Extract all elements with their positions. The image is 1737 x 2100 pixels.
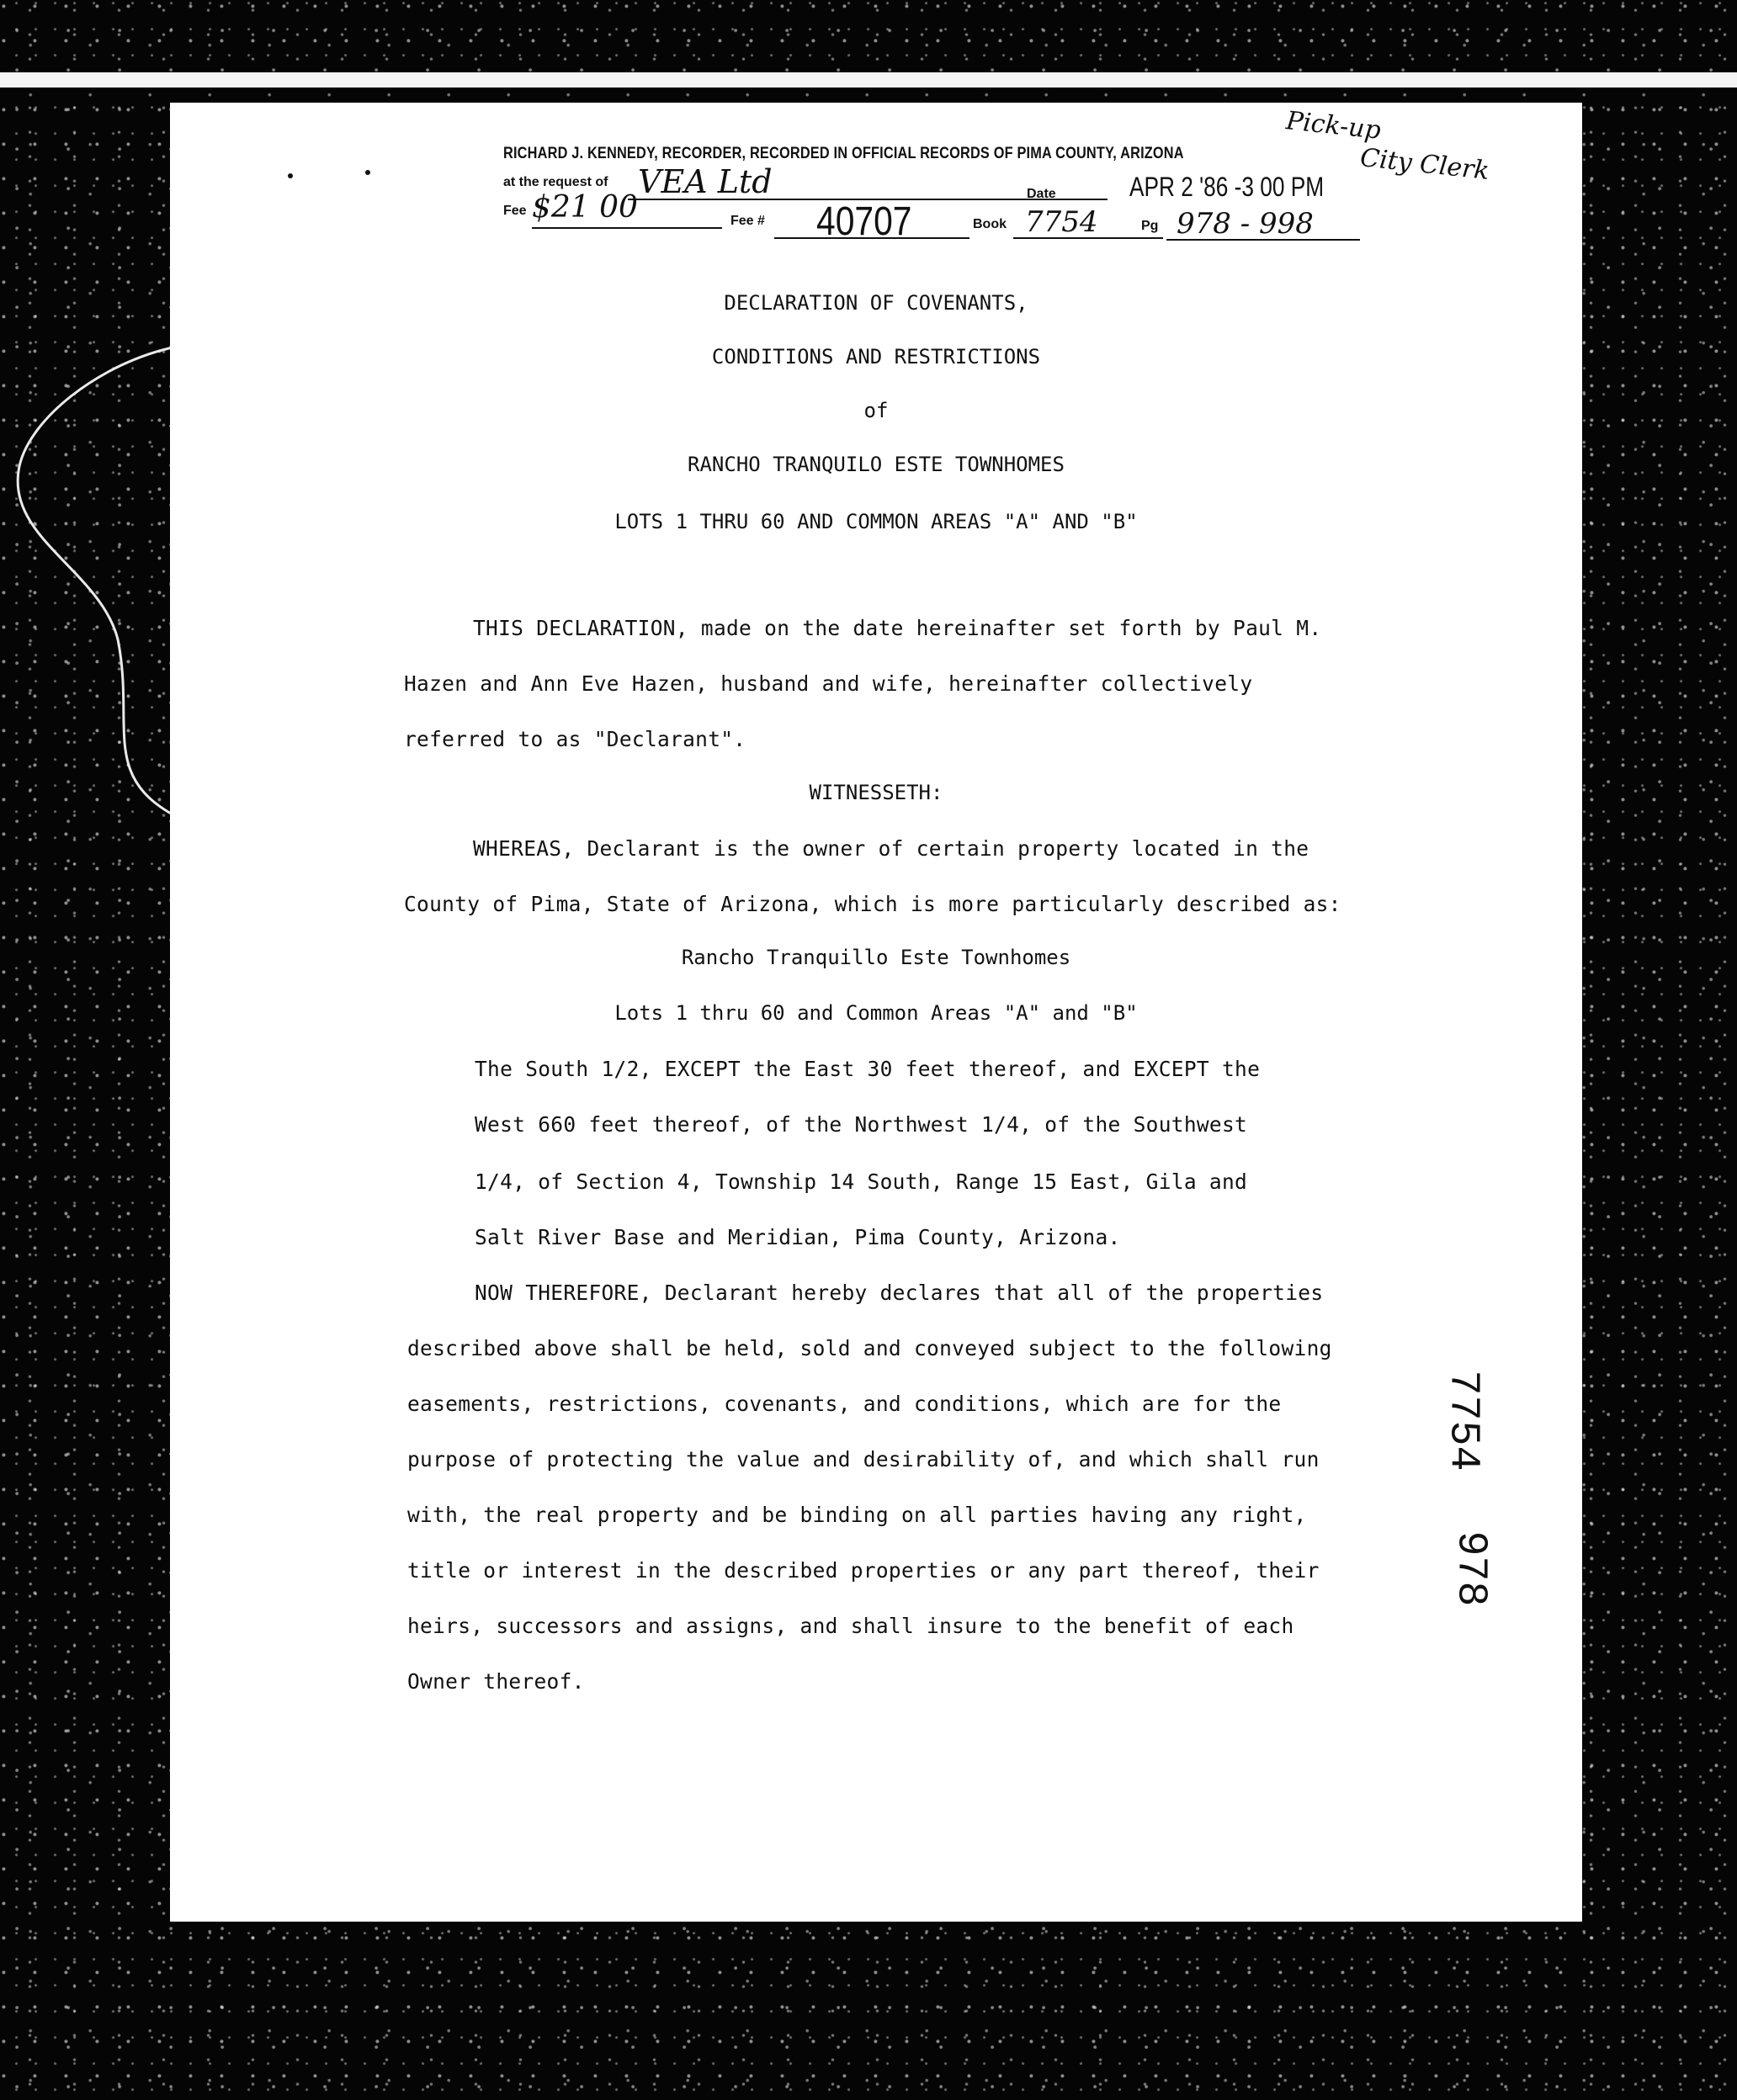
fee-rule <box>532 227 722 229</box>
title-line-2: CONDITIONS AND RESTRICTIONS <box>711 345 1041 369</box>
handwritten-note-city-clerk: City Clerk <box>1358 143 1491 186</box>
document-page <box>170 103 1582 1922</box>
title-line-4: RANCHO TRANQUILO ESTE TOWNHOMES <box>688 453 1065 476</box>
legal-line-3: 1/4, of Section 4, Township 14 South, Range 15 East, Gila and <box>475 1169 1248 1194</box>
recorder-line: RICHARD J. KENNEDY, RECORDER, RECORDED IN OFFICIAL RECORDS OF PIMA COUNTY, ARIZONA <box>503 145 1184 162</box>
date-value: APR 2 '86 -3 00 PM <box>1129 172 1325 202</box>
title-line-1: DECLARATION OF COVENANTS, <box>724 291 1028 315</box>
whereas-line-1: WHEREAS, Declarant is the owner of certain property located in the <box>473 836 1309 861</box>
now-therefore-line-2: described above shall be held, sold and conveyed subject to the following <box>407 1336 1332 1360</box>
fee-label: Fee <box>503 204 527 218</box>
margin-book-number: 7754 <box>1438 1370 1487 1472</box>
intro-line-2: Hazen and Ann Eve Hazen, husband and wife, hereinafter collectively <box>404 671 1253 696</box>
intro-line-3: referred to as "Declarant". <box>404 727 746 751</box>
date-label: Date <box>1027 187 1056 201</box>
scan-edge-curve <box>0 0 185 841</box>
now-therefore-line-6: title or interest in the described properties or any part thereof, their <box>407 1558 1320 1583</box>
fee-number-value: 40707 <box>816 199 912 244</box>
fee-value: $21 00 <box>532 190 638 225</box>
intro-line-1: THIS DECLARATION, made on the date hereinafter set forth by Paul M. <box>473 616 1322 640</box>
now-therefore-line-1: NOW THEREFORE, Declarant hereby declares that all of the properties <box>475 1281 1324 1305</box>
property-name: Rancho Tranquillo Este Townhomes <box>681 946 1071 969</box>
legal-line-4: Salt River Base and Meridian, Pima County, Arizona. <box>475 1225 1121 1249</box>
legal-line-1: The South 1/2, EXCEPT the East 30 feet thereof, and EXCEPT the <box>475 1057 1261 1081</box>
book-label: Book <box>973 217 1007 231</box>
margin-page-number: 978 <box>1446 1530 1495 1607</box>
scan-speck <box>288 173 293 178</box>
whereas-line-2: County of Pima, State of Arizona, which is more particularly described as: <box>404 892 1341 916</box>
request-value: VEA Ltd <box>638 163 773 200</box>
page-label: Pg <box>1141 219 1159 233</box>
scan-border-band <box>0 72 1737 88</box>
now-therefore-line-7: heirs, successors and assigns, and shall insure to the benefit of each <box>407 1614 1294 1638</box>
now-therefore-line-4: purpose of protecting the value and desirability of, and which shall run <box>407 1447 1320 1472</box>
page-value: 978 - 998 <box>1177 207 1314 241</box>
scan-speck <box>365 170 370 175</box>
now-therefore-line-8: Owner thereof. <box>407 1669 585 1694</box>
now-therefore-line-5: with, the real property and be binding on all parties having any right, <box>407 1503 1307 1527</box>
fee-number-label: Fee # <box>730 214 765 228</box>
property-lots: Lots 1 thru 60 and Common Areas "A" and "B" <box>614 1001 1138 1025</box>
handwritten-note-pickup: Pick-up <box>1284 106 1383 146</box>
book-value: 7754 <box>1025 205 1098 239</box>
title-line-5: LOTS 1 THRU 60 AND COMMON AREAS "A" AND "B" <box>614 510 1138 533</box>
legal-line-2: West 660 feet thereof, of the Northwest 1/4, of the Southwest <box>475 1112 1248 1137</box>
now-therefore-line-3: easements, restrictions, covenants, and conditions, which are for the <box>407 1392 1282 1416</box>
witnesseth-heading: WITNESSETH: <box>809 781 943 804</box>
title-line-3: of <box>863 399 889 422</box>
request-label: at the request of <box>503 175 608 189</box>
